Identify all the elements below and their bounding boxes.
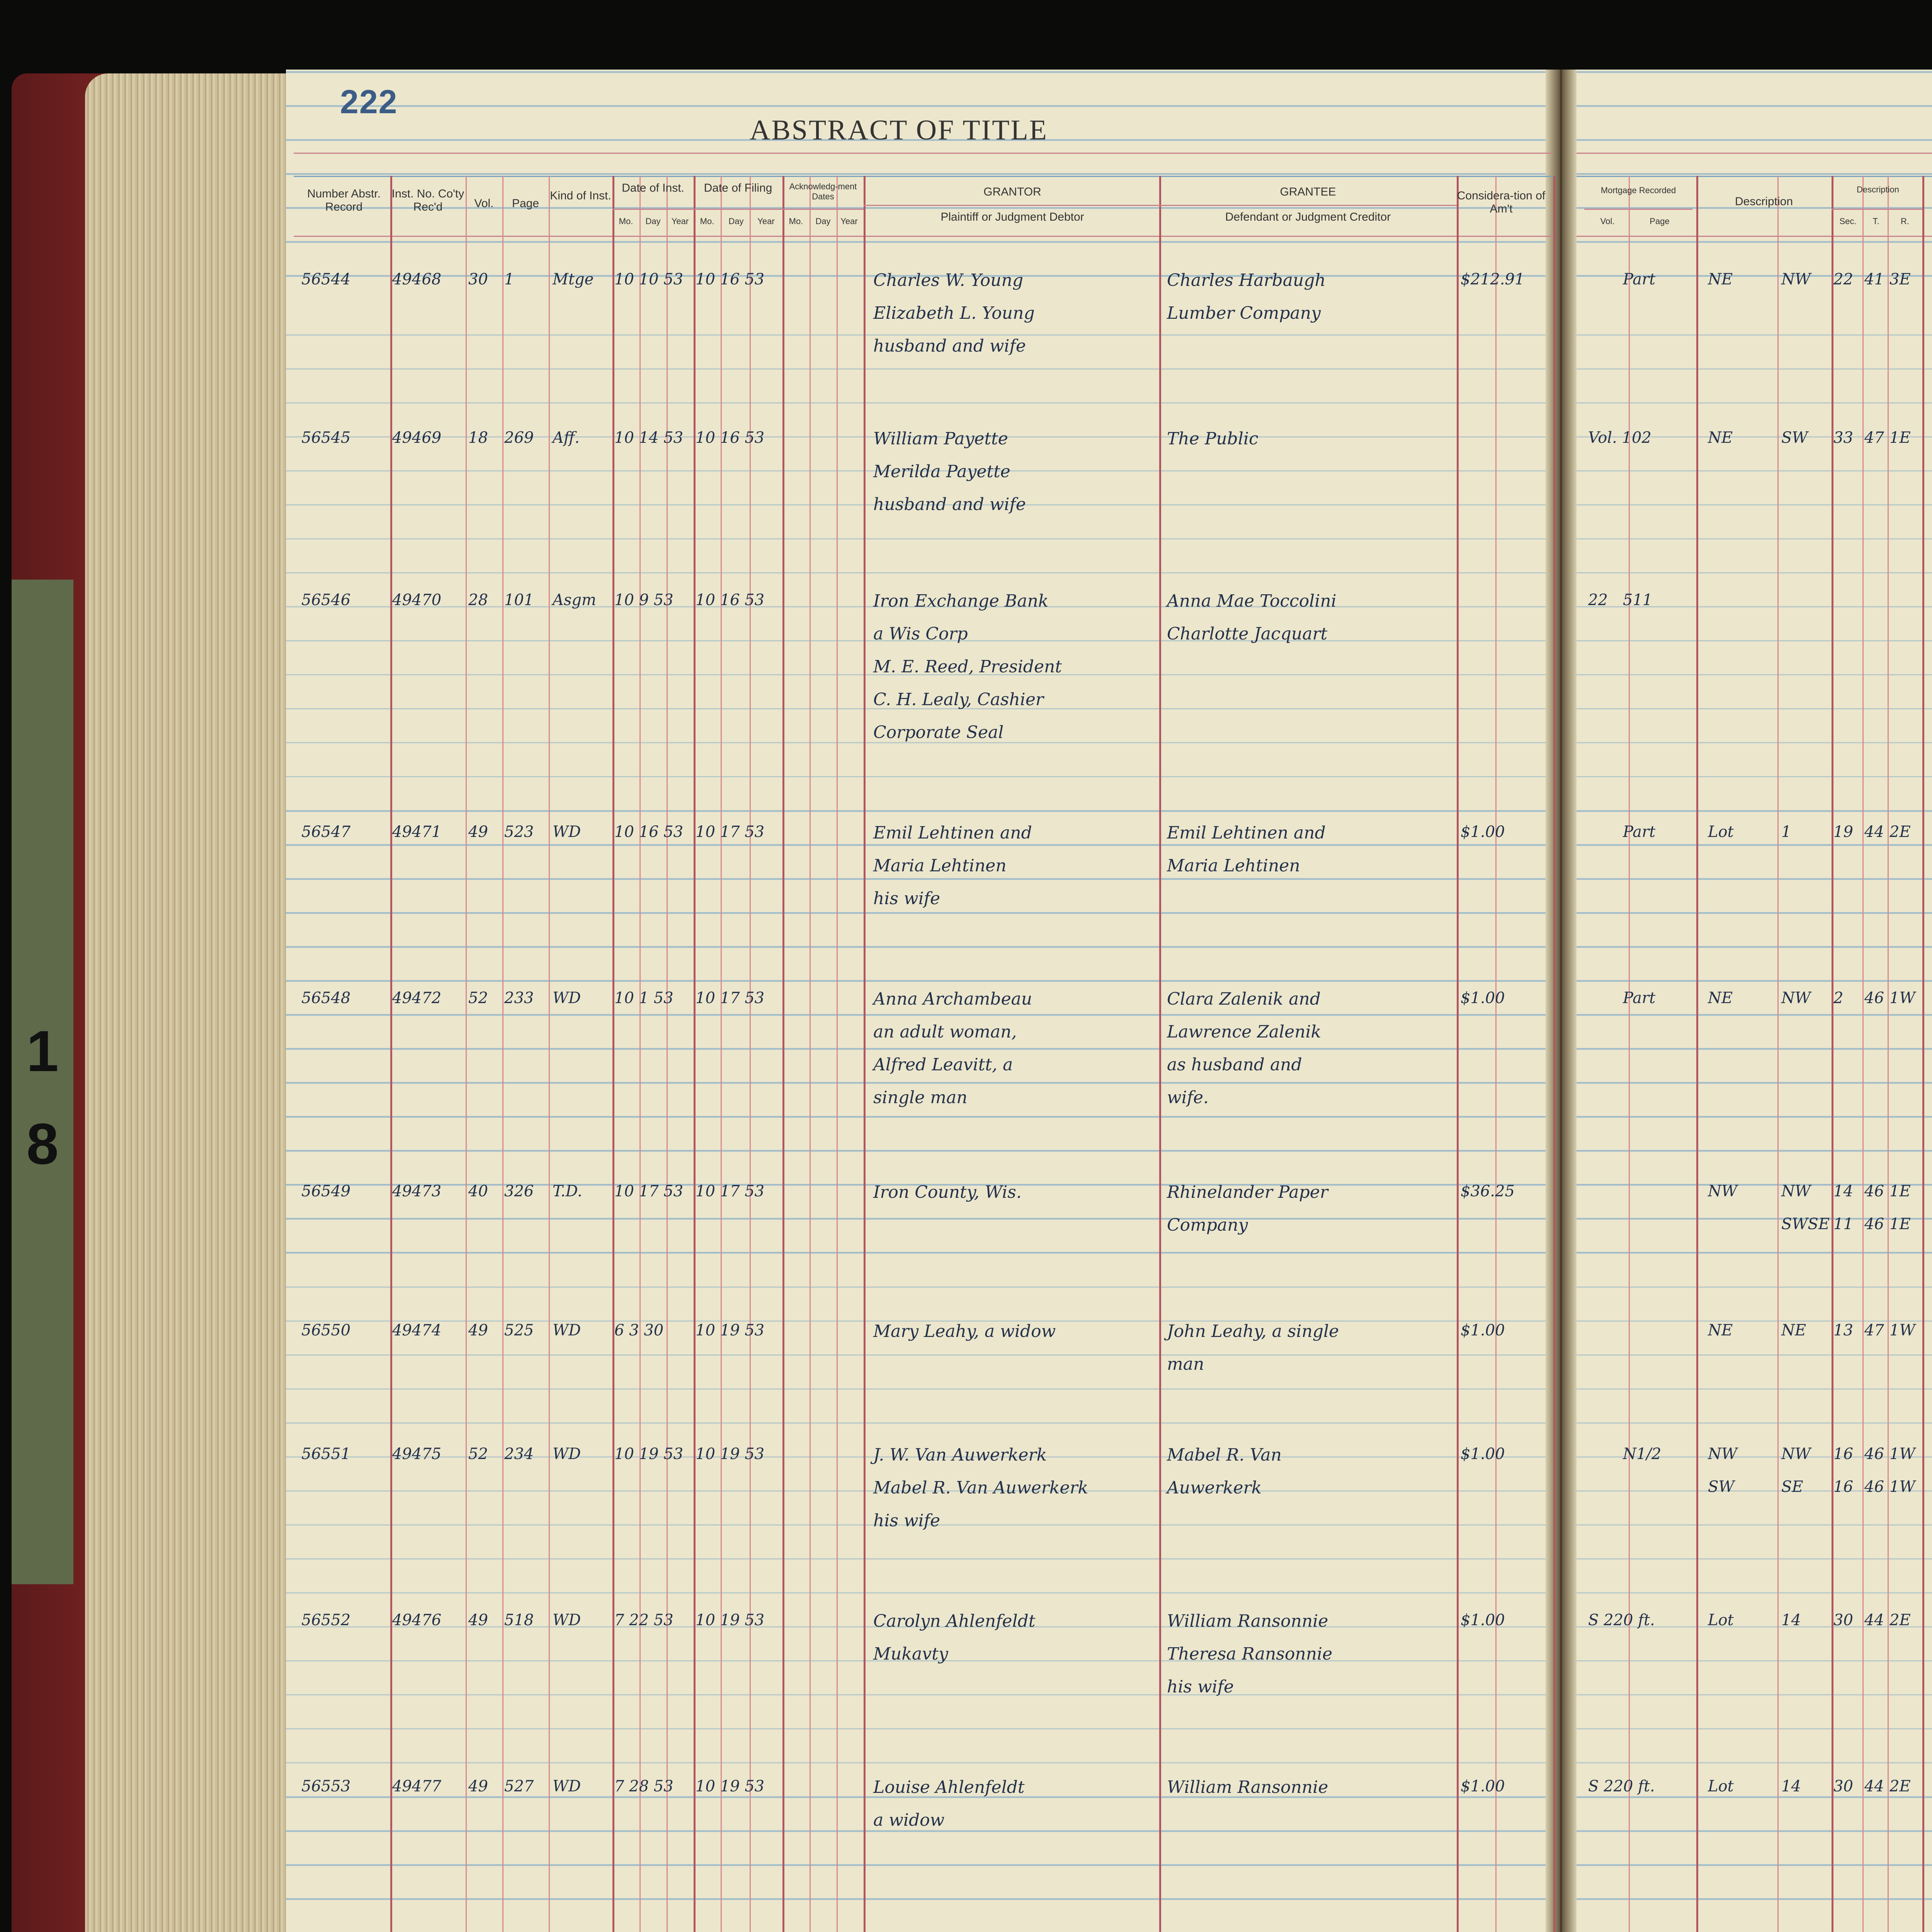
entry-vol: 49 bbox=[468, 823, 488, 841]
entry-description: 14 bbox=[1781, 1611, 1801, 1629]
entry-sec: 2 bbox=[1833, 989, 1844, 1007]
entry-grantor: Iron County, Wis. bbox=[873, 1182, 1022, 1202]
col-date-inst: Date of Inst. bbox=[622, 182, 684, 194]
entry-date-inst: 10 16 53 bbox=[614, 823, 684, 841]
entry-page: 234 bbox=[504, 1445, 534, 1463]
subheader-rule bbox=[864, 205, 1457, 206]
entry-rng: 3E bbox=[1889, 270, 1911, 288]
entry-grantee: The Public bbox=[1167, 429, 1259, 449]
entry-description: Lot bbox=[1708, 1777, 1734, 1795]
entry-date-filing: 10 19 53 bbox=[696, 1321, 765, 1339]
entry-vol: 30 bbox=[468, 270, 488, 288]
entry-description-extra: 11 bbox=[1833, 1215, 1853, 1233]
entry-rng: 1E bbox=[1889, 429, 1911, 447]
entry-grantee: Anna Mae Toccolini bbox=[1167, 591, 1337, 611]
entry-date-inst: 10 1 53 bbox=[614, 989, 673, 1007]
entry-page: 518 bbox=[504, 1611, 534, 1629]
entry-number: 56546 bbox=[301, 591, 351, 609]
subheader-rule bbox=[612, 209, 864, 210]
entry-inst-no: 49477 bbox=[392, 1777, 442, 1795]
col-ack: Acknowledg-ment Dates bbox=[789, 182, 857, 201]
column-rule bbox=[1777, 176, 1779, 1932]
entry-sec: 19 bbox=[1833, 823, 1853, 841]
col-m-page: Page bbox=[1650, 216, 1670, 226]
entry-grantee: John Leahy, a single bbox=[1167, 1321, 1339, 1341]
entry-description: NW bbox=[1781, 989, 1811, 1007]
column-rule bbox=[502, 176, 503, 1932]
entry-vol: 49 bbox=[468, 1777, 488, 1795]
entry-grantor: Emil Lehtinen and bbox=[873, 823, 1032, 843]
entry-consideration: $1.00 bbox=[1461, 989, 1505, 1007]
left-page-title: ABSTRACT OF TITLE bbox=[750, 114, 1048, 146]
entry-description-extra: 1W bbox=[1889, 1478, 1915, 1496]
col-year: Year bbox=[671, 216, 689, 226]
entry-sec: 16 bbox=[1833, 1445, 1853, 1463]
entry-date-inst: 10 14 53 bbox=[614, 429, 684, 447]
entry-date-filing: 10 19 53 bbox=[696, 1611, 765, 1629]
entry-grantee: wife. bbox=[1167, 1088, 1209, 1107]
entry-grantor: Charles W. Young bbox=[873, 270, 1024, 290]
entry-vol: 28 bbox=[468, 591, 488, 609]
entry-grantor: his wife bbox=[873, 1511, 940, 1531]
entry-description-extra: SW bbox=[1708, 1478, 1735, 1496]
column-rule bbox=[466, 176, 467, 1932]
entry-date-filing: 10 17 53 bbox=[696, 1182, 765, 1200]
entry-inst-no: 49468 bbox=[392, 270, 442, 288]
entry-grantor: Mukavty bbox=[873, 1644, 948, 1664]
col-consideration: Considera-tion of Am't bbox=[1457, 189, 1546, 215]
entry-mortgage-page: N1/2 bbox=[1623, 1445, 1662, 1463]
left-page-number: 222 bbox=[340, 83, 398, 121]
col-description-3 bbox=[1928, 195, 1932, 208]
entry-kind: WD bbox=[553, 823, 581, 841]
entry-grantee: Emil Lehtinen and bbox=[1167, 823, 1326, 843]
column-rule bbox=[837, 176, 838, 1932]
entry-kind: WD bbox=[553, 989, 581, 1007]
entry-twp: 47 bbox=[1864, 429, 1884, 447]
entry-grantor: Maria Lehtinen bbox=[873, 856, 1007, 876]
entry-grantee: Auwerkerk bbox=[1167, 1478, 1262, 1498]
entry-vol: 49 bbox=[468, 1321, 488, 1339]
column-rule bbox=[1862, 176, 1864, 1932]
entry-description: NW bbox=[1781, 1445, 1811, 1463]
entry-rng: 1E bbox=[1889, 1182, 1911, 1200]
entry-grantor: a Wis Corp bbox=[873, 624, 968, 644]
entry-date-inst: 10 17 53 bbox=[614, 1182, 684, 1200]
entry-number: 56549 bbox=[301, 1182, 351, 1200]
header-rule bbox=[294, 236, 1553, 237]
col-grantee-sub: Defendant or Judgment Creditor bbox=[1225, 211, 1391, 223]
entry-grantor: Mabel R. Van Auwerkerk bbox=[873, 1478, 1088, 1498]
entry-kind: Asgm bbox=[553, 591, 596, 609]
entry-twp: 46 bbox=[1864, 989, 1884, 1007]
entry-date-filing: 10 16 53 bbox=[696, 429, 765, 447]
entry-description: 1 bbox=[1781, 823, 1791, 841]
column-rule bbox=[864, 176, 866, 1932]
entry-kind: WD bbox=[553, 1777, 581, 1795]
entry-mortgage-page: 511 bbox=[1623, 591, 1653, 609]
entry-grantor: William Payette bbox=[873, 429, 1008, 449]
entry-twp: 41 bbox=[1864, 270, 1884, 288]
header-rule bbox=[294, 153, 1553, 154]
col-year: Year bbox=[840, 216, 858, 226]
entry-vol: 49 bbox=[468, 1611, 488, 1629]
entry-grantor: Corporate Seal bbox=[873, 723, 1004, 742]
entry-kind: Aff. bbox=[553, 429, 580, 447]
subheader-rule bbox=[1584, 209, 1692, 210]
column-rule bbox=[1696, 176, 1698, 1932]
entry-vol: 52 bbox=[468, 989, 488, 1007]
entry-number: 56544 bbox=[301, 270, 351, 288]
entry-grantee: Mabel R. Van bbox=[1167, 1445, 1282, 1465]
entry-page: 326 bbox=[504, 1182, 534, 1200]
entry-inst-no: 49470 bbox=[392, 591, 442, 609]
entry-description: SW bbox=[1781, 429, 1808, 447]
entry-rng: 2E bbox=[1889, 823, 1911, 841]
entry-sec: 30 bbox=[1833, 1777, 1853, 1795]
entry-kind: WD bbox=[553, 1611, 581, 1629]
entry-description-extra: 46 bbox=[1864, 1215, 1884, 1233]
column-rule bbox=[1888, 176, 1889, 1932]
entry-page: 1 bbox=[504, 270, 514, 288]
entry-inst-no: 49471 bbox=[392, 823, 442, 841]
entry-number: 56548 bbox=[301, 989, 351, 1007]
entry-description: NW bbox=[1708, 1182, 1738, 1200]
col-mo: Mo. bbox=[700, 216, 714, 226]
entry-rng: 2E bbox=[1889, 1611, 1911, 1629]
header-rule bbox=[1577, 236, 1932, 237]
entry-description: NE bbox=[1708, 270, 1733, 288]
entry-twp: 47 bbox=[1864, 1321, 1884, 1339]
entry-description: NE bbox=[1708, 989, 1733, 1007]
entry-description: Lot bbox=[1708, 1611, 1734, 1629]
entry-grantee: Lumber Company bbox=[1167, 303, 1321, 323]
entry-inst-no: 49475 bbox=[392, 1445, 442, 1463]
entry-number: 56550 bbox=[301, 1321, 351, 1339]
entry-grantor: an adult woman, bbox=[873, 1022, 1017, 1042]
col-m-vol: Vol. bbox=[1600, 216, 1615, 226]
entry-rng: 1W bbox=[1889, 989, 1915, 1007]
entry-date-inst: 10 9 53 bbox=[614, 591, 673, 609]
entry-grantor: Iron Exchange Bank bbox=[873, 591, 1049, 611]
entry-grantor: husband and wife bbox=[873, 495, 1026, 514]
entry-grantor: single man bbox=[873, 1088, 968, 1107]
subheader-rule bbox=[1832, 209, 1922, 210]
col-grantee: GRANTEE bbox=[1280, 185, 1336, 198]
column-rule bbox=[782, 176, 784, 1932]
entry-grantee: his wife bbox=[1167, 1677, 1234, 1697]
entry-mortgage-vol: 22 bbox=[1588, 591, 1608, 609]
col-vol: Vol. bbox=[474, 197, 494, 210]
col-year: Year bbox=[757, 216, 775, 226]
entry-vol: 52 bbox=[468, 1445, 488, 1463]
entry-mortgage-page: Part bbox=[1623, 989, 1656, 1007]
entry-consideration: $36.25 bbox=[1461, 1182, 1515, 1200]
entry-description-extra: SE bbox=[1781, 1478, 1803, 1496]
entry-vol: 40 bbox=[468, 1182, 488, 1200]
col-day: Day bbox=[815, 216, 831, 226]
entry-twp: 44 bbox=[1864, 1777, 1884, 1795]
entry-grantor: Louise Ahlenfeldt bbox=[873, 1777, 1025, 1797]
entry-grantee: Company bbox=[1167, 1215, 1248, 1235]
entry-number: 56545 bbox=[301, 429, 351, 447]
entry-kind: T.D. bbox=[553, 1182, 582, 1200]
entry-rng: 1W bbox=[1889, 1445, 1915, 1463]
entry-grantee: Theresa Ransonnie bbox=[1167, 1644, 1333, 1664]
entry-inst-no: 49474 bbox=[392, 1321, 442, 1339]
entry-description-extra: 46 bbox=[1864, 1478, 1884, 1496]
entry-page: 269 bbox=[504, 429, 534, 447]
entry-grantor: J. W. Van Auwerkerk bbox=[873, 1445, 1047, 1465]
entry-grantor: a widow bbox=[873, 1810, 945, 1830]
entry-date-inst: 10 19 53 bbox=[614, 1445, 684, 1463]
entry-grantee: as husband and bbox=[1167, 1055, 1302, 1075]
col-grantor: GRANTOR bbox=[983, 185, 1041, 198]
entry-inst-no: 49476 bbox=[392, 1611, 442, 1629]
entry-sec: 22 bbox=[1833, 270, 1853, 288]
col-grantor-sub: Plaintiff or Judgment Debtor bbox=[940, 211, 1084, 223]
entry-number: 56551 bbox=[301, 1445, 351, 1463]
book-gutter bbox=[1546, 70, 1577, 1932]
entry-date-inst: 7 28 53 bbox=[614, 1777, 673, 1795]
entry-kind: WD bbox=[553, 1321, 581, 1339]
col-mo: Mo. bbox=[619, 216, 633, 226]
entry-inst-no: 49469 bbox=[392, 429, 442, 447]
col-date-filing: Date of Filing bbox=[704, 182, 772, 194]
entry-description: NE bbox=[1708, 1321, 1733, 1339]
entry-description: NW bbox=[1708, 1445, 1738, 1463]
entry-grantor: Merilda Payette bbox=[873, 462, 1010, 481]
entry-description-extra: 16 bbox=[1833, 1478, 1853, 1496]
entry-grantor: M. E. Reed, President bbox=[873, 657, 1062, 677]
col-t: T. bbox=[1872, 216, 1879, 226]
entry-twp: 44 bbox=[1864, 823, 1884, 841]
entry-number: 56553 bbox=[301, 1777, 351, 1795]
entry-page: 523 bbox=[504, 823, 534, 841]
entry-grantor: Alfred Leavitt, a bbox=[873, 1055, 1013, 1075]
entry-mortgage-vol: S 220 ft. bbox=[1588, 1611, 1655, 1629]
col-number: Number Abstr. Record bbox=[307, 187, 381, 213]
entry-sec: 33 bbox=[1833, 429, 1853, 447]
entry-description-extra: SWSE bbox=[1781, 1215, 1830, 1233]
entry-grantor: Mary Leahy, a widow bbox=[873, 1321, 1056, 1341]
col-description: Description bbox=[1735, 195, 1793, 208]
col-day: Day bbox=[645, 216, 661, 226]
entry-date-filing: 10 17 53 bbox=[696, 989, 765, 1007]
entry-consideration: $1.00 bbox=[1461, 1445, 1505, 1463]
entry-page: 233 bbox=[504, 989, 534, 1007]
entry-description-extra: 1E bbox=[1889, 1215, 1911, 1233]
entry-twp: 46 bbox=[1864, 1182, 1884, 1200]
entry-date-inst: 10 10 53 bbox=[614, 270, 684, 288]
entry-date-filing: 10 17 53 bbox=[696, 823, 765, 841]
entry-consideration: $1.00 bbox=[1461, 1321, 1505, 1339]
entry-vol: 18 bbox=[468, 429, 488, 447]
entry-description: NW bbox=[1781, 270, 1811, 288]
entry-kind: Mtge bbox=[553, 270, 594, 288]
entry-grantor: husband and wife bbox=[873, 336, 1026, 356]
entry-mortgage-page: Part bbox=[1623, 823, 1656, 841]
column-rule bbox=[549, 176, 550, 1932]
entry-grantee: Lawrence Zalenik bbox=[1167, 1022, 1321, 1042]
entry-page: 101 bbox=[504, 591, 534, 609]
entry-date-filing: 10 16 53 bbox=[696, 270, 765, 288]
entry-sec: 30 bbox=[1833, 1611, 1853, 1629]
entry-consideration: $1.00 bbox=[1461, 823, 1505, 841]
col-kind: Kind of Inst. bbox=[550, 189, 611, 202]
entry-page: 525 bbox=[504, 1321, 534, 1339]
entry-description: NE bbox=[1708, 429, 1733, 447]
entry-page: 527 bbox=[504, 1777, 534, 1795]
col-day: Day bbox=[728, 216, 744, 226]
entry-grantee: Maria Lehtinen bbox=[1167, 856, 1300, 876]
left-page-stack bbox=[85, 73, 301, 1932]
entry-date-inst: 7 22 53 bbox=[614, 1611, 673, 1629]
entry-sec: 14 bbox=[1833, 1182, 1853, 1200]
entry-date-filing: 10 19 53 bbox=[696, 1777, 765, 1795]
entry-inst-no: 49473 bbox=[392, 1182, 442, 1200]
col-inst-no: Inst. No. Co'ty Rec'd bbox=[391, 187, 464, 213]
column-rule bbox=[1553, 176, 1555, 1932]
entry-grantee: William Ransonnie bbox=[1167, 1777, 1328, 1797]
spine-volume-number: 1 8 bbox=[26, 1019, 59, 1176]
entry-consideration: $1.00 bbox=[1461, 1777, 1505, 1795]
entry-twp: 44 bbox=[1864, 1611, 1884, 1629]
entry-consideration: $1.00 bbox=[1461, 1611, 1505, 1629]
entry-grantor: Anna Archambeau bbox=[873, 989, 1032, 1009]
entry-date-filing: 10 19 53 bbox=[696, 1445, 765, 1463]
entry-consideration: $212.91 bbox=[1461, 270, 1525, 288]
entry-rng: 2E bbox=[1889, 1777, 1911, 1795]
column-rule bbox=[810, 176, 811, 1932]
column-rule bbox=[1457, 176, 1459, 1932]
entry-grantor: Carolyn Ahlenfeldt bbox=[873, 1611, 1036, 1631]
entry-inst-no: 49472 bbox=[392, 989, 442, 1007]
entry-sec: 13 bbox=[1833, 1321, 1853, 1339]
entry-grantee: Charles Harbaugh bbox=[1167, 270, 1326, 290]
entry-description: NE bbox=[1781, 1321, 1806, 1339]
entry-grantee: man bbox=[1167, 1354, 1204, 1374]
column-rule bbox=[1495, 176, 1497, 1932]
entry-rng: 1W bbox=[1889, 1321, 1915, 1339]
col-description-2: Description bbox=[1856, 185, 1900, 194]
entry-grantee: Rhinelander Paper bbox=[1167, 1182, 1328, 1202]
entry-mortgage-page: Part bbox=[1623, 270, 1656, 288]
entry-number: 56547 bbox=[301, 823, 351, 841]
entry-mortgage-vol: Vol. 102 bbox=[1588, 429, 1651, 447]
entry-date-filing: 10 16 53 bbox=[696, 591, 765, 609]
header-rule bbox=[294, 176, 1553, 177]
col-mortgage: Mortgage Recorded bbox=[1600, 185, 1676, 195]
column-rule bbox=[1159, 176, 1161, 1932]
entry-description: NW bbox=[1781, 1182, 1811, 1200]
col-mo: Mo. bbox=[789, 216, 803, 226]
col-sec: Sec. bbox=[1839, 216, 1857, 226]
col-page: Page bbox=[512, 197, 539, 210]
entry-twp: 46 bbox=[1864, 1445, 1884, 1463]
column-rule bbox=[1922, 176, 1924, 1932]
entry-grantee: Charlotte Jacquart bbox=[1167, 624, 1328, 644]
entry-description: Lot bbox=[1708, 823, 1734, 841]
entry-description: 14 bbox=[1781, 1777, 1801, 1795]
entry-grantor: C. H. Lealy, Cashier bbox=[873, 690, 1044, 709]
entry-date-inst: 6 3 30 bbox=[614, 1321, 664, 1339]
entry-kind: WD bbox=[553, 1445, 581, 1463]
header-rule bbox=[1577, 153, 1932, 154]
entry-grantee: William Ransonnie bbox=[1167, 1611, 1328, 1631]
entry-grantor: his wife bbox=[873, 889, 940, 908]
header-rule bbox=[1577, 176, 1932, 177]
entry-number: 56552 bbox=[301, 1611, 351, 1629]
col-r: R. bbox=[1901, 216, 1909, 226]
entry-mortgage-vol: S 220 ft. bbox=[1588, 1777, 1655, 1795]
entry-grantor: Elizabeth L. Young bbox=[873, 303, 1035, 323]
entry-grantee: Clara Zalenik and bbox=[1167, 989, 1321, 1009]
